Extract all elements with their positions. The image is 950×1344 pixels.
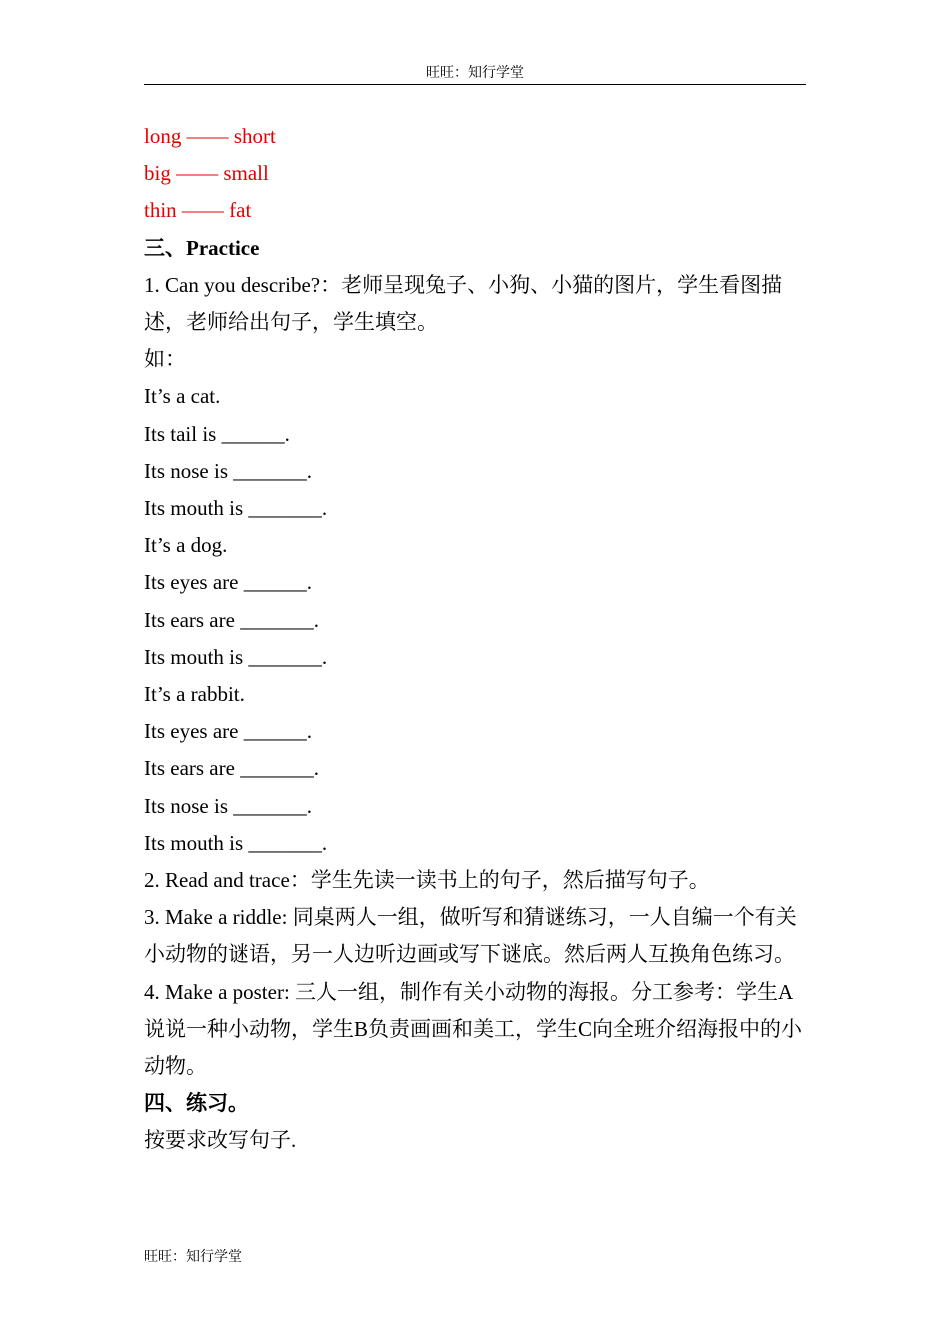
- rabbit-nose-blank: Its nose is _______.: [144, 793, 312, 818]
- section-3-heading: 三、Practice: [144, 235, 260, 260]
- dog-mouth-blank: Its mouth is _______.: [144, 644, 328, 669]
- practice-item-3: 3. Make a riddle: 同桌两人一组，做听写和猜谜练习，一人自编一个有关小动物的谜语，另一人边听边画或写下谜底。然后两人互换角色练习。: [144, 905, 797, 967]
- rabbit-mouth-blank: Its mouth is _______.: [144, 830, 328, 855]
- rewrite-instruction: 按要求改写句子.: [144, 1128, 297, 1153]
- page-footer: 旺旺：知行学堂: [144, 1250, 242, 1265]
- section-4-heading: 四、练习。: [144, 1091, 249, 1116]
- example-label: 如：: [144, 347, 186, 372]
- practice-item-2: 2. Read and trace：学生先读一读书上的句子，然后描写句子。: [144, 868, 710, 893]
- dog-eyes-blank: Its eyes are ______.: [144, 570, 312, 595]
- practice-item-4: 4. Make a poster: 三人一组，制作有关小动物的海报。分工参考：学生A说说一种小动物，学生B负责画画和美工，学生C向全班介绍海报中的小动物。: [144, 979, 803, 1079]
- cat-tail-blank: Its tail is ______.: [144, 421, 290, 446]
- antonym-pair-2: big —— small: [144, 161, 269, 186]
- cat-nose-blank: Its nose is _______.: [144, 458, 312, 483]
- cat-mouth-blank: Its mouth is _______.: [144, 496, 328, 521]
- antonym-pair-3: thin —— fat: [144, 198, 252, 223]
- dog-intro: It’s a dog.: [144, 533, 228, 558]
- dog-ears-blank: Its ears are _______.: [144, 607, 319, 632]
- rabbit-intro: It’s a rabbit.: [144, 682, 245, 707]
- rabbit-ears-blank: Its ears are _______.: [144, 756, 319, 781]
- practice-item-1: 1. Can you describe?：老师呈现兔子、小狗、小猫的图片，学生看图描述，老师给出句子，学生填空。: [144, 272, 783, 335]
- antonym-pair-1: long —— short: [144, 124, 276, 148]
- document-body: [144, 118, 806, 1160]
- page-header: 旺旺：知行学堂: [144, 64, 806, 85]
- rabbit-eyes-blank: Its eyes are ______.: [144, 719, 312, 744]
- cat-intro: It’s a cat.: [144, 384, 221, 409]
